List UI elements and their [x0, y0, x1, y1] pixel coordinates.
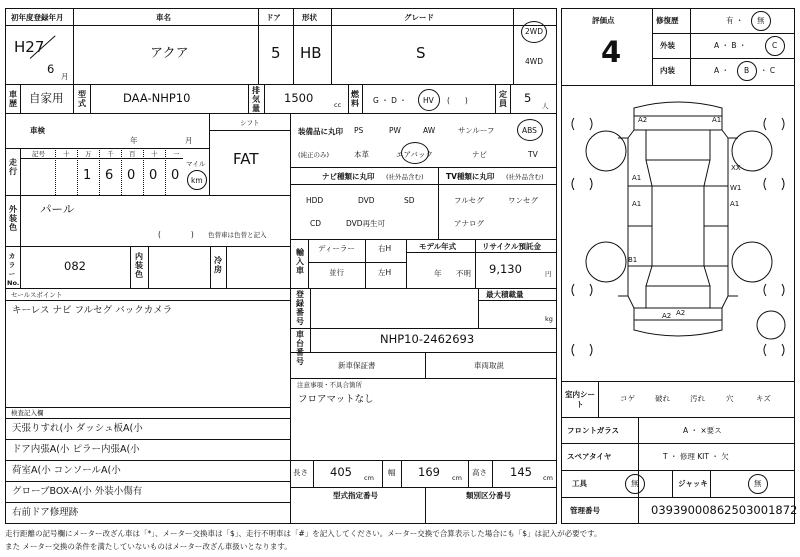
- recycle-yen: 円: [545, 270, 552, 278]
- tools-label: 工具: [572, 479, 587, 488]
- sheet-dirt: 汚れ: [690, 394, 705, 403]
- car-damage-diagram: [562, 86, 794, 380]
- cc-unit: cc: [334, 101, 342, 109]
- shaken-label: 車検: [30, 126, 45, 135]
- max-load-unit: kg: [545, 315, 553, 323]
- tools-value: 無: [631, 479, 639, 488]
- model-name: アクア: [150, 46, 189, 61]
- color-no: 082: [64, 259, 86, 273]
- equip-leather: 本革: [354, 150, 369, 159]
- model-type-label: 型式: [78, 90, 86, 108]
- digit-divider: [55, 148, 56, 195]
- navi-sublabel: (社外品含む): [386, 173, 424, 181]
- inspector-rule: [5, 502, 290, 503]
- navi-cd: CD: [310, 219, 322, 228]
- chassis-no: NHP10-2462693: [380, 332, 475, 346]
- model-year-label: モデル年式: [419, 242, 457, 251]
- model-name-label: 車名: [156, 13, 171, 22]
- fuel-label: 燃料: [351, 90, 359, 108]
- inspector-line: 荷室A(小 コンソールA(小: [12, 465, 121, 476]
- tv-fullseg: フルセグ: [454, 196, 484, 205]
- model-year-unknown: 不明: [456, 269, 471, 278]
- equip-navi: ナビ: [472, 150, 487, 159]
- score-label: 評価点: [592, 16, 615, 25]
- width-unit: cm: [452, 474, 462, 482]
- equip-pw: PW: [389, 126, 401, 135]
- import-parallel: 並行: [329, 268, 344, 277]
- notes-label: 注意事項・不具合箇所: [297, 381, 362, 389]
- exterior-score-label: 外装: [660, 41, 675, 50]
- digit-header: 十: [63, 150, 70, 158]
- damage-mark: A2: [676, 309, 686, 317]
- interior-score-value: B: [744, 66, 750, 75]
- mileage-label: 走行: [9, 158, 17, 176]
- fuel-paren: ( ): [447, 96, 468, 105]
- repair-value: 無: [757, 16, 765, 25]
- length-value: 405: [330, 465, 352, 479]
- max-load-label: 最大積載量: [486, 290, 524, 299]
- grade-label: グレード: [404, 13, 434, 22]
- import-right-h: 右H: [378, 244, 392, 253]
- fuel-options: G ・ D ・: [373, 96, 407, 105]
- inspector-line: 天張りすれ(小 ダッシュ板A(小: [12, 423, 143, 434]
- body-shape: HB: [300, 44, 322, 62]
- first-reg-label: 初年度登録年月: [11, 13, 64, 22]
- reg-no-label: 登録番号: [296, 290, 304, 326]
- damage-mark: A2: [638, 116, 648, 124]
- jack-value: 無: [754, 479, 762, 488]
- notes-text: フロアマットなし: [298, 394, 374, 405]
- interior-sheet-label: 室内シート: [565, 390, 595, 409]
- tv-label: TV種類に丸印: [446, 172, 495, 181]
- width-label: 幅: [388, 468, 396, 477]
- jack-label: ジャッキ: [678, 479, 708, 488]
- model-year-unit: 年: [434, 269, 442, 278]
- navi-hdd: HDD: [306, 196, 324, 205]
- digit-divider: [165, 148, 166, 195]
- navi-sd: SD: [404, 196, 415, 205]
- mileage-digit: 0: [171, 168, 180, 183]
- drive-2wd: 2WD: [525, 27, 543, 36]
- interior-score-a: A ・: [714, 66, 730, 75]
- shift-value: FAT: [233, 150, 259, 168]
- usage-label: 車歴: [9, 90, 17, 108]
- equip-ps: PS: [354, 126, 364, 135]
- repaint-note: 色替車は色替と記入: [208, 231, 267, 239]
- sheet-scratch: キズ: [756, 394, 771, 403]
- first-reg-month: 6: [47, 62, 55, 76]
- capacity: 5: [524, 91, 532, 105]
- mileage-digit: 0: [149, 168, 158, 183]
- tv-analog: アナログ: [454, 219, 484, 228]
- damage-mark: A1: [632, 174, 642, 182]
- usage: 自家用: [29, 91, 64, 105]
- interior-score-label: 内装: [660, 66, 675, 75]
- import-dealer: ディーラー: [318, 244, 355, 253]
- equip-tv: TV: [528, 150, 538, 159]
- door-label: ドア: [266, 13, 281, 22]
- height-label: 高さ: [472, 468, 487, 477]
- score-value: 4: [601, 35, 622, 69]
- vehicle-manual: 車両取説: [474, 361, 504, 370]
- repair-label: 修復歴: [656, 16, 679, 25]
- equip-sunroof: サンルーフ: [458, 126, 495, 135]
- damage-mark: W1: [730, 184, 742, 192]
- width-value: 169: [418, 465, 440, 479]
- mileage-digit: 6: [105, 168, 114, 183]
- sales-point-text: キーレス ナビ フルセグ バックカメラ: [12, 305, 173, 316]
- sheet-burn: コゲ: [620, 394, 635, 403]
- exterior-color: パール: [40, 202, 75, 216]
- digit-divider: [99, 148, 100, 195]
- equip-airbag: エアバック: [396, 150, 433, 159]
- interior-score-c: ・ C: [760, 66, 776, 75]
- navi-dvd-play: DVD再生可: [346, 219, 386, 228]
- sheet-tear: 破れ: [655, 394, 670, 403]
- inspector-line: グローブBOX-A(小 外装小傷有: [12, 486, 143, 497]
- sheet-hole: 穴: [726, 394, 734, 403]
- equipment-label: 装備品に丸印: [298, 127, 343, 136]
- inspector-line: ドア内張A(小 ピラー内張A(小: [12, 444, 140, 455]
- tv-sublabel: (社外品含む): [506, 173, 544, 181]
- inspector-rule: [5, 460, 290, 461]
- model-type: DAA-NHP10: [123, 91, 191, 105]
- inspector-rule: [5, 439, 290, 440]
- exterior-score-options: A ・ B ・: [714, 41, 747, 50]
- mileage-digit: 0: [127, 168, 136, 183]
- windshield-label: フロントガラス: [567, 426, 620, 435]
- capacity-unit: 人: [542, 102, 549, 110]
- exterior-color-label: 外装色: [9, 205, 17, 232]
- mileage-digit: 1: [83, 168, 92, 183]
- color-no-label: カラーNo.: [7, 252, 20, 287]
- height-value: 145: [510, 465, 532, 479]
- grade: S: [416, 44, 426, 62]
- shaken-month-unit: 月: [185, 136, 193, 145]
- spare-tire-label: スペアタイヤ: [567, 452, 612, 461]
- mile-label: マイル: [186, 160, 206, 168]
- damage-mark: A1: [730, 200, 740, 208]
- drive-4wd: 4WD: [525, 57, 543, 66]
- chassis-label: 車台番号: [296, 330, 304, 366]
- damage-mark: B1: [628, 256, 638, 264]
- exterior-score-value: C: [772, 41, 778, 50]
- digit-divider: [143, 148, 144, 195]
- sales-point-label: セールスポイント: [11, 291, 63, 299]
- repair-options: 有 ・: [726, 16, 744, 25]
- recycle-label: リサイクル預託金: [482, 242, 541, 251]
- height-unit: cm: [543, 474, 553, 482]
- equip-abs: ABS: [522, 126, 537, 135]
- inspector-label: 検査記入欄: [11, 409, 44, 417]
- import-label: 輸入車: [296, 248, 304, 275]
- door-count: 5: [271, 44, 281, 62]
- digit-divider: [77, 148, 78, 195]
- damage-mark: A1: [712, 116, 722, 124]
- spare-tire-options: T ・ 修理 KIT ・ 欠: [663, 452, 729, 461]
- first-reg-year: H27: [14, 38, 45, 56]
- digit-header: 一: [173, 150, 180, 158]
- inspector-line: 右前ドア修理跡: [12, 507, 79, 518]
- recycle-value: 9,130: [489, 262, 522, 276]
- new-car-warranty: 新車保証書: [338, 361, 376, 370]
- digit-header: 百: [129, 150, 136, 158]
- length-label: 長さ: [293, 468, 308, 477]
- digit-header: 十: [151, 150, 158, 158]
- mileage-digit-label: 記号: [32, 150, 45, 158]
- damage-mark: A2: [662, 312, 672, 320]
- type-cert-label: 型式指定番号: [333, 491, 378, 500]
- digit-divider: [121, 148, 122, 195]
- first-reg-month-unit: 月: [61, 72, 69, 81]
- class-no-label: 類別区分番号: [466, 491, 511, 500]
- digit-header: 万: [85, 150, 92, 158]
- windshield-options: A ・ ×要ス: [683, 426, 722, 435]
- footnote-line1: 走行距離の記号欄にメーター改ざん車は「*」、メーター交換車は「$」、走行不明車は「#」を記入してください。メーター交換で合算表示した場合にも「$」は記入が必要です。: [5, 529, 602, 538]
- navi-dvd: DVD: [358, 196, 375, 205]
- displacement: 1500: [284, 91, 314, 105]
- tv-oneseg: ワンセグ: [508, 196, 538, 205]
- km-label: km: [191, 176, 203, 185]
- capacity-label: 定員: [499, 90, 507, 108]
- exterior-color-paren: ( ): [158, 230, 194, 239]
- damage-mark: A1: [632, 200, 642, 208]
- import-left-h: 左H: [378, 268, 392, 277]
- ac-label: 冷房: [214, 256, 222, 274]
- displacement-label: 排気量: [252, 86, 260, 113]
- fuel-hv: HV: [423, 96, 434, 105]
- navi-label: ナビ種類に丸印: [322, 172, 375, 181]
- footnote-line2: また メーター交換の条件を満たしていないものはメーター改ざん車扱いとなります。: [5, 542, 292, 551]
- equip-aw: AW: [423, 126, 436, 135]
- damage-mark: XX: [731, 164, 741, 172]
- mgmt-no-label: 管理番号: [570, 506, 600, 515]
- shift-label: シフト: [240, 119, 260, 127]
- interior-color-label: 内装色: [135, 252, 143, 279]
- mgmt-no: 0393900086250300187​2: [651, 503, 798, 517]
- shaken-year-unit: 年: [130, 136, 138, 145]
- digit-header: 千: [107, 150, 114, 158]
- inspector-rule: [5, 481, 290, 482]
- shape-label: 形状: [302, 13, 317, 22]
- length-unit: cm: [364, 474, 374, 482]
- equipment-sublabel: (純正のみ): [298, 151, 330, 159]
